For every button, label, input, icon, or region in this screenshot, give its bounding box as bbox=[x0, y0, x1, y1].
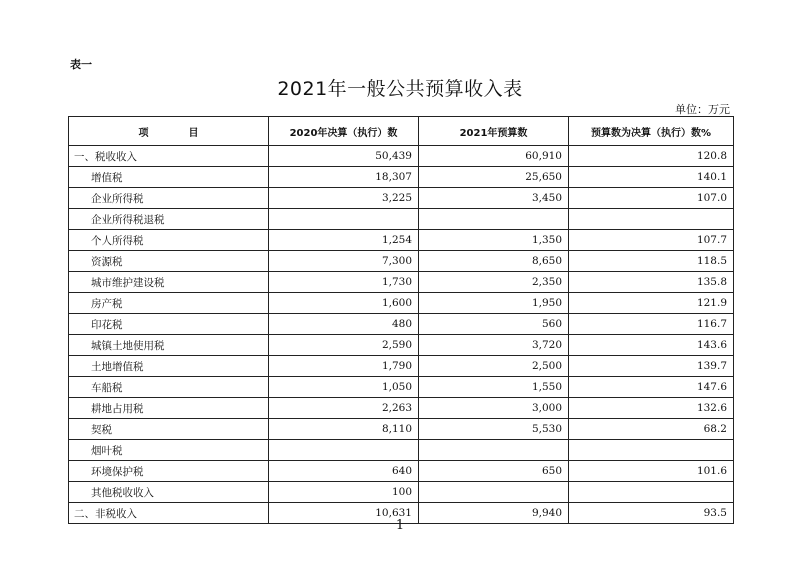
table-row bbox=[69, 167, 734, 188]
budget-2021-cell: 2,500 bbox=[419, 356, 569, 377]
table-row bbox=[69, 272, 734, 293]
budget-2021-cell: 560 bbox=[419, 314, 569, 335]
budget-2021-cell bbox=[419, 440, 569, 461]
actual-2020-cell: 18,307 bbox=[269, 167, 419, 188]
item-name-cell: 个人所得税 bbox=[69, 230, 269, 251]
budget-2021-cell: 1,350 bbox=[419, 230, 569, 251]
budget-2021-cell: 2,350 bbox=[419, 272, 569, 293]
budget-2021-cell: 60,910 bbox=[419, 146, 569, 167]
table-row bbox=[69, 209, 734, 230]
table-row bbox=[69, 146, 734, 167]
unit-label: 单位：万元 bbox=[675, 103, 730, 116]
budget-2021-cell: 1,550 bbox=[419, 377, 569, 398]
ratio-cell: 121.9 bbox=[569, 293, 734, 314]
table-row bbox=[69, 398, 734, 419]
ratio-cell: 93.5 bbox=[569, 503, 734, 524]
page-number: 1 bbox=[395, 518, 405, 533]
budget-2021-cell: 1,950 bbox=[419, 293, 569, 314]
item-name-cell: 增值税 bbox=[69, 167, 269, 188]
ratio-cell: 132.6 bbox=[569, 398, 734, 419]
ratio-cell: 140.1 bbox=[569, 167, 734, 188]
actual-2020-cell: 640 bbox=[269, 461, 419, 482]
actual-2020-cell: 7,300 bbox=[269, 251, 419, 272]
budget-2021-cell bbox=[419, 482, 569, 503]
budget-2021-cell: 3,000 bbox=[419, 398, 569, 419]
ratio-cell: 101.6 bbox=[569, 461, 734, 482]
actual-2020-cell: 1,254 bbox=[269, 230, 419, 251]
item-name-cell: 耕地占用税 bbox=[69, 398, 269, 419]
actual-2020-cell: 1,050 bbox=[269, 377, 419, 398]
item-name-cell: 企业所得税 bbox=[69, 188, 269, 209]
actual-2020-cell bbox=[269, 440, 419, 461]
table-row bbox=[69, 293, 734, 314]
actual-2020-cell: 50,439 bbox=[269, 146, 419, 167]
table-row bbox=[69, 419, 734, 440]
ratio-cell bbox=[569, 209, 734, 230]
header-ratio: 预算数为决算（执行）数% bbox=[569, 117, 734, 146]
header-2020-actual: 2020年决算（执行）数 bbox=[269, 117, 419, 146]
actual-2020-cell: 1,730 bbox=[269, 272, 419, 293]
actual-2020-cell: 480 bbox=[269, 314, 419, 335]
header-item: 项 目 bbox=[69, 117, 269, 146]
table-label: 表一 bbox=[70, 58, 92, 71]
table-row bbox=[69, 335, 734, 356]
budget-2021-cell: 3,450 bbox=[419, 188, 569, 209]
budget-2021-cell: 9,940 bbox=[419, 503, 569, 524]
actual-2020-cell: 2,263 bbox=[269, 398, 419, 419]
actual-2020-cell: 3,225 bbox=[269, 188, 419, 209]
item-name-cell: 土地增值税 bbox=[69, 356, 269, 377]
actual-2020-cell: 2,590 bbox=[269, 335, 419, 356]
actual-2020-cell: 1,790 bbox=[269, 356, 419, 377]
budget-2021-cell: 8,650 bbox=[419, 251, 569, 272]
item-name-cell: 烟叶税 bbox=[69, 440, 269, 461]
table-row bbox=[69, 377, 734, 398]
ratio-cell: 107.0 bbox=[569, 188, 734, 209]
table-row bbox=[69, 230, 734, 251]
table-row bbox=[69, 251, 734, 272]
header-2021-budget: 2021年预算数 bbox=[419, 117, 569, 146]
table-body bbox=[69, 146, 734, 524]
budget-table bbox=[68, 116, 734, 524]
item-name-cell: 二、非税收入 bbox=[69, 503, 269, 524]
actual-2020-cell: 10,631 bbox=[269, 503, 419, 524]
table-row bbox=[69, 440, 734, 461]
table-row bbox=[69, 461, 734, 482]
item-name-cell: 环境保护税 bbox=[69, 461, 269, 482]
ratio-cell: 135.8 bbox=[569, 272, 734, 293]
actual-2020-cell bbox=[269, 209, 419, 230]
item-name-cell: 企业所得税退税 bbox=[69, 209, 269, 230]
budget-2021-cell: 3,720 bbox=[419, 335, 569, 356]
item-name-cell: 车船税 bbox=[69, 377, 269, 398]
ratio-cell bbox=[569, 440, 734, 461]
actual-2020-cell: 1,600 bbox=[269, 293, 419, 314]
item-name-cell: 城镇土地使用税 bbox=[69, 335, 269, 356]
table-row bbox=[69, 188, 734, 209]
actual-2020-cell: 8,110 bbox=[269, 419, 419, 440]
table-row bbox=[69, 314, 734, 335]
table-row bbox=[69, 482, 734, 503]
item-name-cell: 印花税 bbox=[69, 314, 269, 335]
item-name-cell: 契税 bbox=[69, 419, 269, 440]
actual-2020-cell: 100 bbox=[269, 482, 419, 503]
budget-2021-cell: 650 bbox=[419, 461, 569, 482]
item-name-cell: 房产税 bbox=[69, 293, 269, 314]
item-name-cell: 一、税收收入 bbox=[69, 146, 269, 167]
budget-2021-cell: 25,650 bbox=[419, 167, 569, 188]
table-header-row bbox=[69, 117, 734, 146]
item-name-cell: 城市维护建设税 bbox=[69, 272, 269, 293]
ratio-cell: 107.7 bbox=[569, 230, 734, 251]
item-name-cell: 其他税收收入 bbox=[69, 482, 269, 503]
ratio-cell: 139.7 bbox=[569, 356, 734, 377]
ratio-cell: 118.5 bbox=[569, 251, 734, 272]
table-row bbox=[69, 356, 734, 377]
ratio-cell: 120.8 bbox=[569, 146, 734, 167]
budget-2021-cell: 5,530 bbox=[419, 419, 569, 440]
page-title: 2021年一般公共预算收入表 bbox=[277, 78, 523, 100]
ratio-cell bbox=[569, 482, 734, 503]
ratio-cell: 143.6 bbox=[569, 335, 734, 356]
ratio-cell: 116.7 bbox=[569, 314, 734, 335]
ratio-cell: 68.2 bbox=[569, 419, 734, 440]
ratio-cell: 147.6 bbox=[569, 377, 734, 398]
item-name-cell: 资源税 bbox=[69, 251, 269, 272]
budget-2021-cell bbox=[419, 209, 569, 230]
